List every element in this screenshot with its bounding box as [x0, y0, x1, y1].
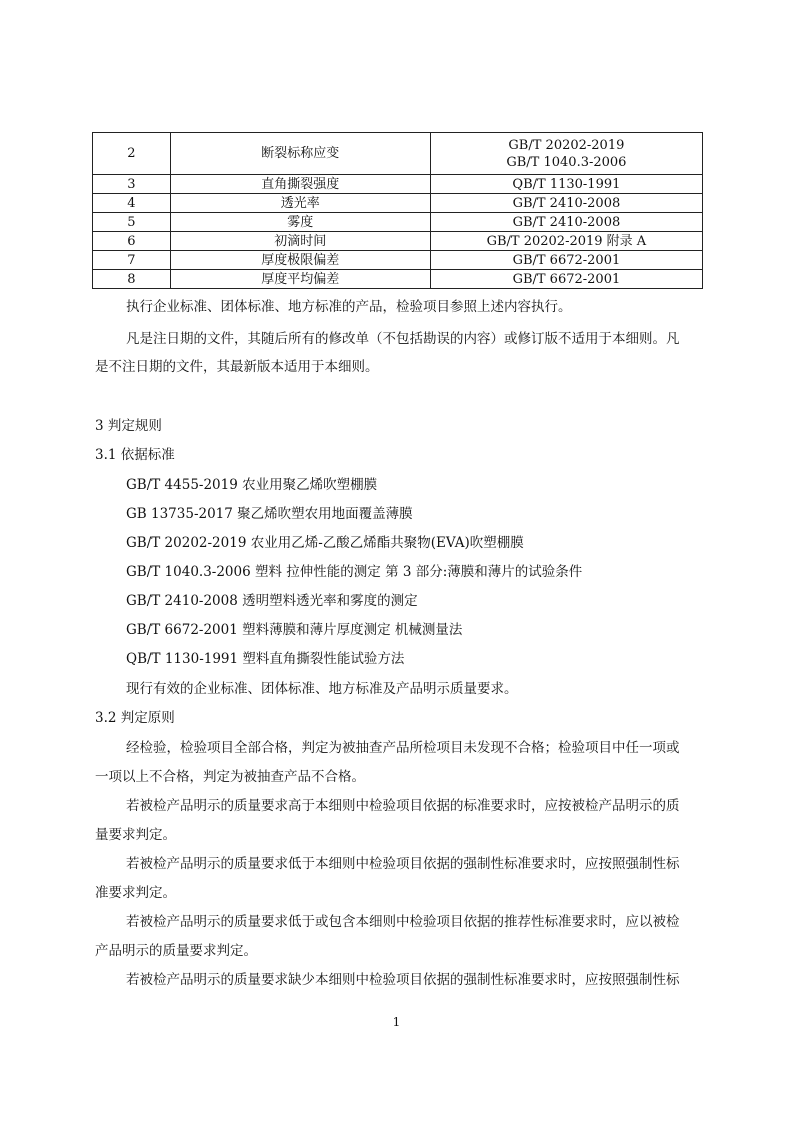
principle-3-line-2: 准要求判定。: [95, 885, 176, 901]
table-cell-item: 透光率: [170, 194, 430, 213]
principle-5-line-1: 若被检产品明示的质量要求缺少本细则中检验项目依据的强制性标准要求时，应按照强制性标: [126, 972, 680, 988]
standard-line-2: GB/T 1040.3-2006: [506, 154, 627, 170]
table-cell-number: 2: [93, 133, 171, 175]
section-heading-judgement-rules: 3 判定规则: [95, 418, 162, 434]
table-cell-item: 雾度: [170, 213, 430, 232]
paragraph-scope-note: 执行企业标准、团体标准、地方标准的产品，检验项目参照上述内容执行。: [126, 299, 572, 315]
table-cell-item: 厚度平均偏差: [170, 270, 430, 289]
principle-2-line-1: 若被检产品明示的质量要求高于本细则中检验项目依据的标准要求时，应按被检产品明示的质: [126, 798, 680, 814]
table-cell-standard: QB/T 1130-1991: [430, 175, 702, 194]
table-cell-item: 断裂标称应变: [170, 133, 430, 175]
table-row: [93, 251, 703, 270]
principle-1-line-2: 一项以上不合格，判定为被抽查产品不合格。: [95, 769, 365, 785]
page-number: 1: [392, 1015, 401, 1029]
table-row: [93, 270, 703, 289]
standard-ref-5: GB/T 2410-2008 透明塑料透光率和雾度的测定: [126, 593, 418, 609]
table-cell-standard: GB/T 6672-2001: [430, 251, 702, 270]
table-cell-standard: GB/T 2410-2008: [430, 213, 702, 232]
table-cell-standard: [430, 133, 702, 175]
table-row: [93, 213, 703, 232]
table-cell-standard: GB/T 20202-2019 附录 A: [430, 232, 702, 251]
table-cell-number: 3: [93, 175, 171, 194]
paragraph-dated-docs-line-1: 凡是注日期的文件，其随后所有的修改单（不包括勘误的内容）或修订版不适用于本细则。凡: [126, 331, 680, 347]
table-cell-item: 直角撕裂强度: [170, 175, 430, 194]
paragraph-dated-docs-line-2: 是不注日期的文件，其最新版本适用于本细则。: [95, 359, 379, 375]
table-cell-standard: GB/T 2410-2008: [430, 194, 702, 213]
table-row: [93, 194, 703, 213]
standard-ref-1: GB/T 4455-2019 农业用聚乙烯吹塑棚膜: [126, 477, 378, 493]
standard-ref-7: QB/T 1130-1991 塑料直角撕裂性能试验方法: [126, 651, 405, 667]
table-cell-item: 厚度极限偏差: [170, 251, 430, 270]
table-cell-item: 初滴时间: [170, 232, 430, 251]
table-row: [93, 133, 703, 175]
standard-ref-6: GB/T 6672-2001 塑料薄膜和薄片厚度测定 机械测量法: [126, 622, 463, 638]
standard-line-1: GB/T 20202-2019: [508, 137, 625, 153]
standard-ref-4: GB/T 1040.3-2006 塑料 拉伸性能的测定 第 3 部分:薄膜和薄片的试验条件: [126, 564, 583, 580]
table-cell-number: 6: [93, 232, 171, 251]
standard-ref-3: GB/T 20202-2019 农业用乙烯-乙酸乙烯酯共聚物(EVA)吹塑棚膜: [126, 535, 524, 551]
table-row: [93, 175, 703, 194]
table-row: [93, 232, 703, 251]
standard-ref-8: 现行有效的企业标准、团体标准、地方标准及产品明示质量要求。: [126, 681, 518, 697]
principle-1-line-1: 经检验，检验项目全部合格，判定为被抽查产品所检项目未发现不合格；检验项目中任一项或: [126, 740, 680, 756]
table-cell-number: 8: [93, 270, 171, 289]
table-cell-number: 7: [93, 251, 171, 270]
subsection-heading-judgement-principles: 3.2 判定原则: [95, 710, 175, 726]
principle-4-line-2: 产品明示的质量要求判定。: [95, 943, 257, 959]
subsection-heading-basis-standards: 3.1 依据标准: [95, 447, 175, 463]
standards-table: [92, 132, 703, 289]
table-cell-number: 5: [93, 213, 171, 232]
table-cell-standard: GB/T 6672-2001: [430, 270, 702, 289]
principle-3-line-1: 若被检产品明示的质量要求低于本细则中检验项目依据的强制性标准要求时，应按照强制性标: [126, 856, 680, 872]
principle-4-line-1: 若被检产品明示的质量要求低于或包含本细则中检验项目依据的推荐性标准要求时，应以被检: [126, 914, 680, 930]
standard-ref-2: GB 13735-2017 聚乙烯吹塑农用地面覆盖薄膜: [126, 506, 413, 522]
table-cell-number: 4: [93, 194, 171, 213]
principle-2-line-2: 量要求判定。: [95, 827, 176, 843]
